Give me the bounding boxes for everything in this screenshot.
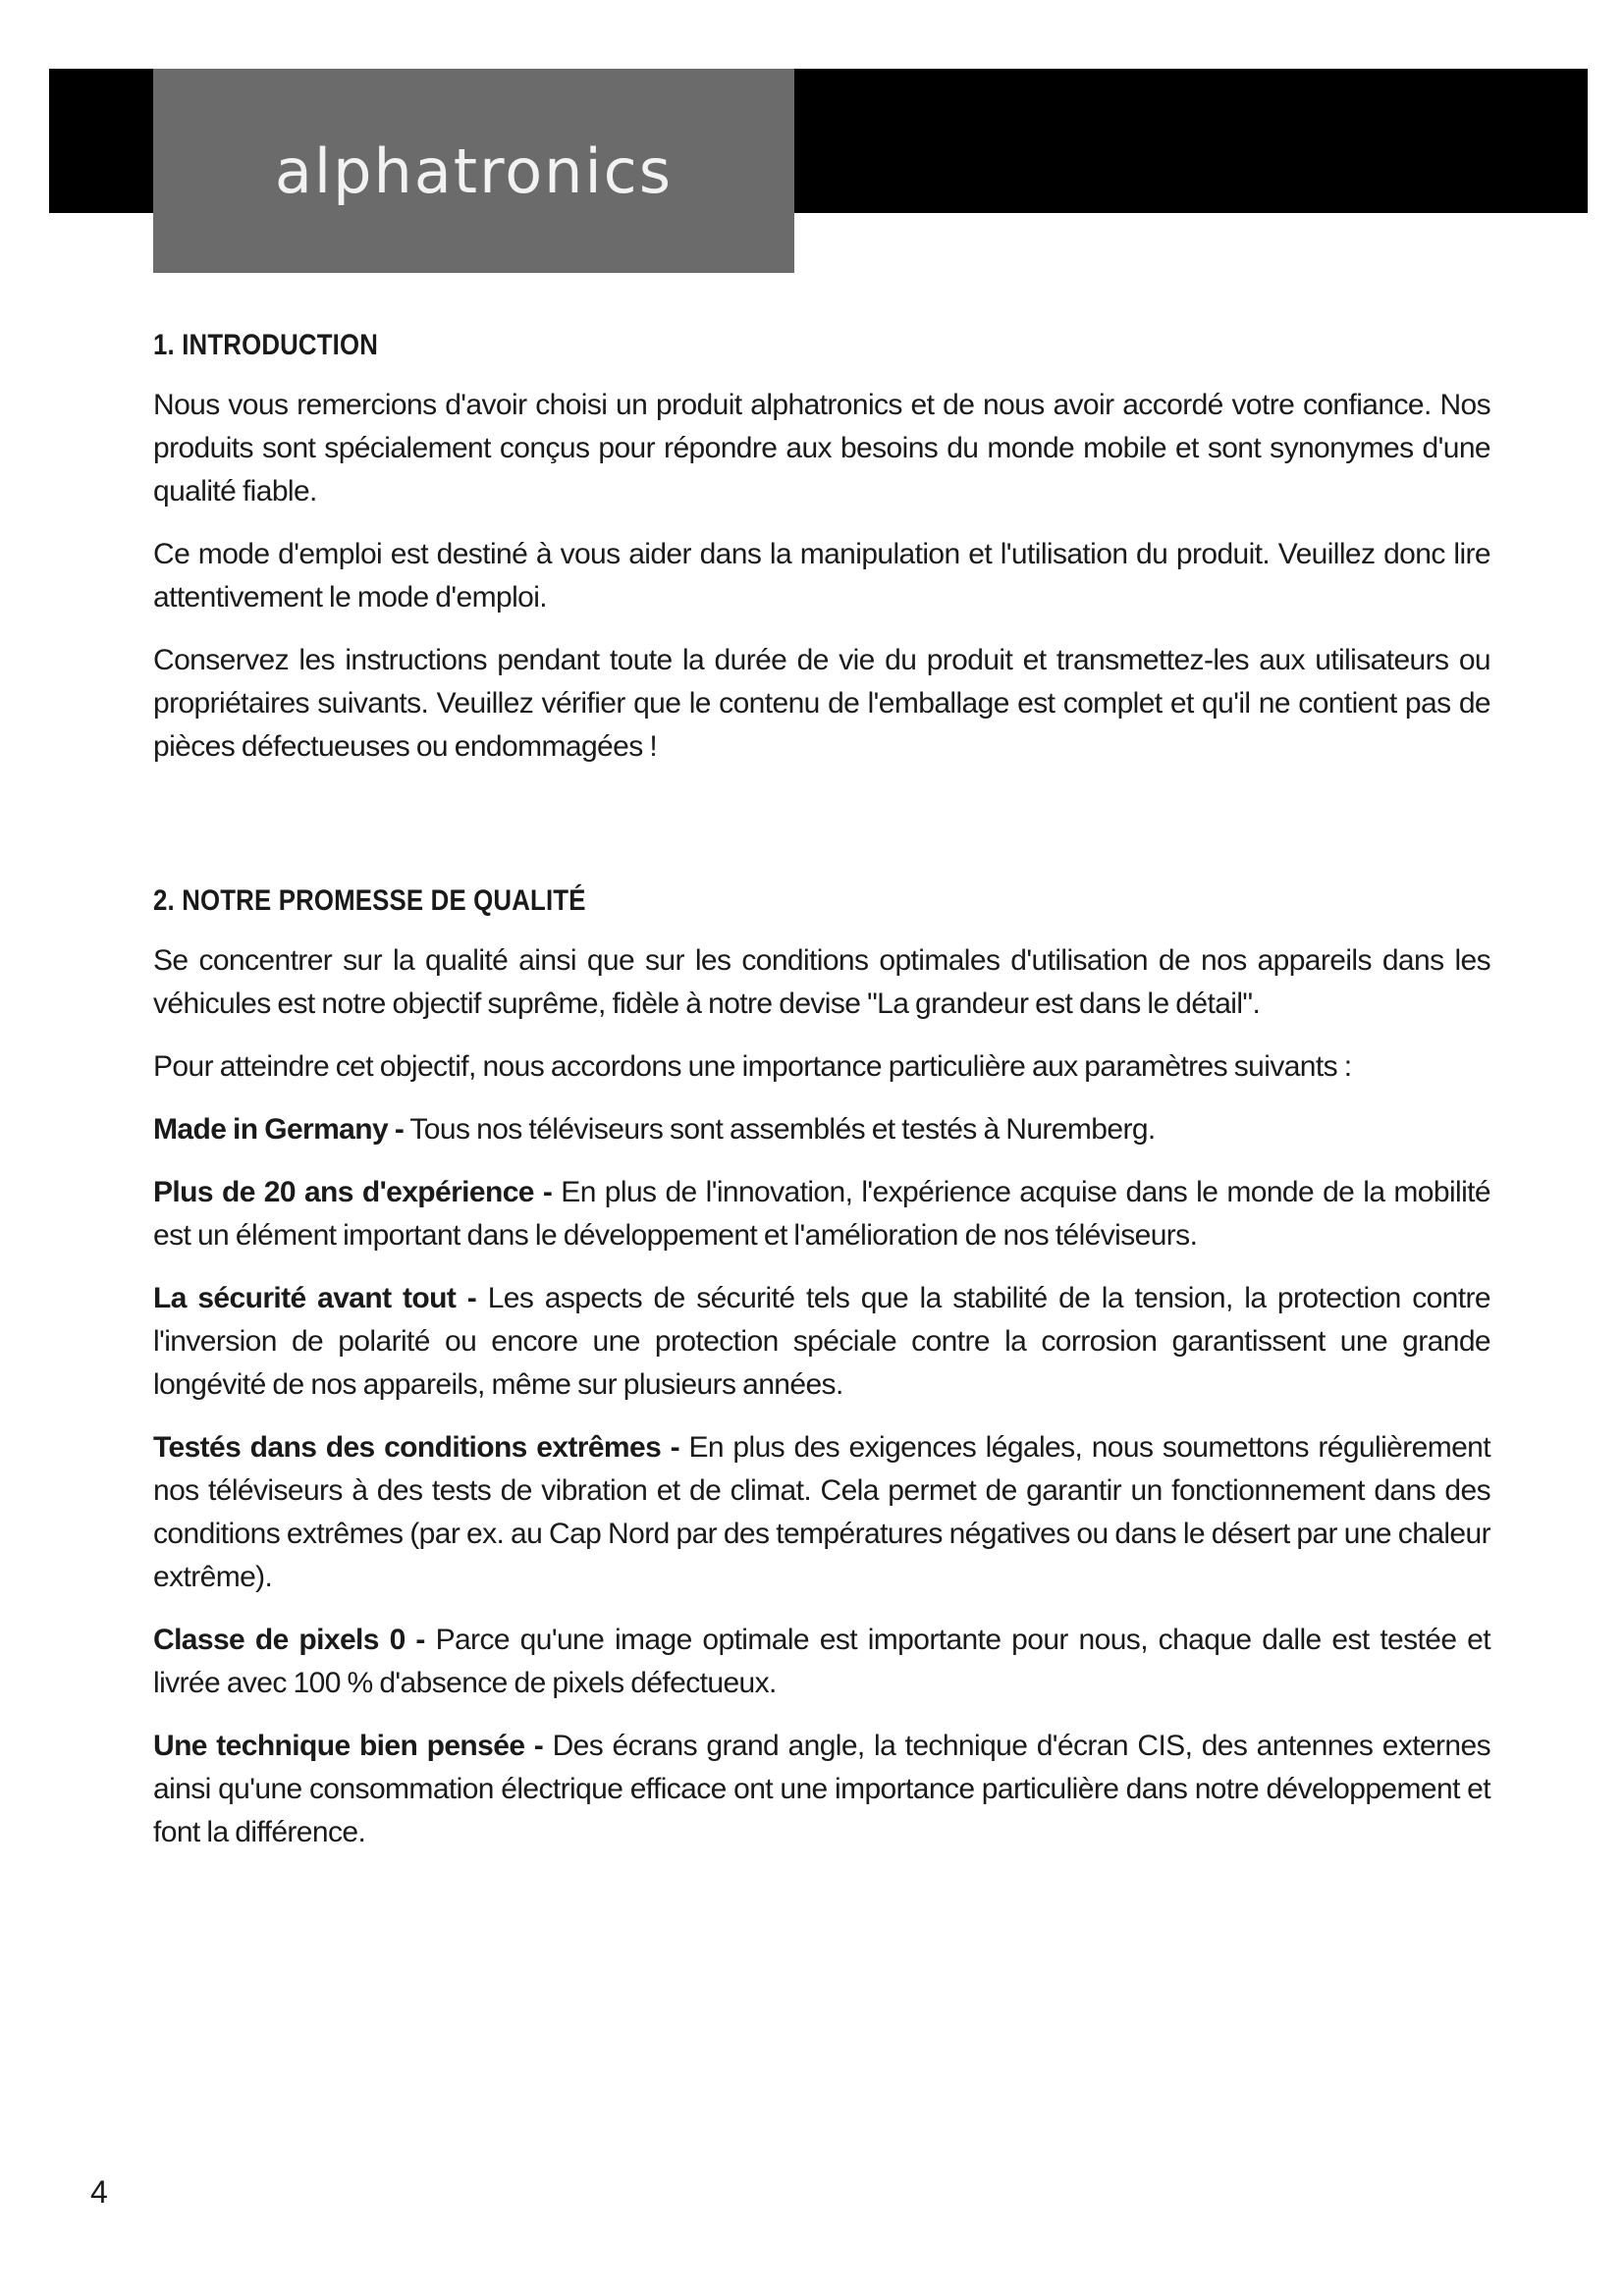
quality-item-text: Des écrans grand angle, la technique d'écran CIS, des antennes externes ainsi qu'une consommation électrique efficace ont une importance particulière dans notre développement et font la différence. [153, 1730, 1490, 1848]
quality-item [153, 1277, 1490, 1407]
document-body [153, 329, 1490, 1874]
intro-paragraph-1: Nous vous remercions d'avoir choisi un produit alphatronics et de nous avoir accordé votre confiance. Nos produits sont spécialement conçus pour répondre aux besoins du monde mobile et sont synonymes d'une qualité fiable. [153, 389, 1490, 507]
quality-paragraph-1: Se concentrer sur la qualité ainsi que sur les conditions optimales d'utilisation de nos appareils dans les véhicules est notre objectif suprême, fidèle à notre devise "La grandeur est dans le détail". [153, 944, 1490, 1020]
quality-item-label: Made in Germany - [153, 1113, 405, 1146]
quality-item-label: Testés dans des conditions extrêmes - [153, 1431, 680, 1464]
section-title-introduction: 1. INTRODUCTION [153, 329, 379, 361]
quality-item-label: Une technique bien pensée - [153, 1730, 544, 1762]
quality-item-text: Tous nos téléviseurs sont assemblés et testés à Nuremberg. [404, 1113, 1156, 1146]
quality-item-label: Plus de 20 ans d'expérience - [153, 1176, 553, 1208]
page-number: 4 [90, 2174, 108, 2210]
quality-item-text: Parce qu'une image optimale est importante pour nous, chaque dalle est testée et livrée avec 100 % d'absence de pixels défectueux. [153, 1624, 1491, 1699]
intro-paragraph-3: Conservez les instructions pendant toute la durée de vie du produit et transmettez-les aux utilisateurs ou propriétaires suivants. Veuillez vérifier que le contenu de l'emballage est complet et qu'il ne contient pas de pièces défectueuses ou endommagées ! [153, 644, 1490, 763]
quality-item [153, 1725, 1490, 1854]
quality-item [153, 1171, 1490, 1257]
quality-item-text: Les aspects de sécurité tels que la stabilité de la tension, la protection contre l'inversion de polarité ou encore une protection spéciale contre la corrosion garantissent une grande longévité de nos appareils, même sur plusieurs années. [153, 1282, 1490, 1401]
quality-item-text: En plus des exigences légales, nous soumettons régulièrement nos téléviseurs à des tests de vibration et de climat. Cela permet de garantir un fonctionnement dans des conditions extrêmes (par ex. au Cap Nord par des températures négatives ou dans le désert par une chaleur extrême). [153, 1431, 1490, 1593]
quality-item [153, 1426, 1490, 1599]
quality-item-label: La sécurité avant tout - [153, 1282, 477, 1314]
brand-logo [153, 69, 794, 273]
quality-item [153, 1108, 1490, 1151]
brand-logo-text: alphatronics [274, 134, 674, 207]
section-title-quality-promise: 2. NOTRE PROMESSE DE QUALITÉ [153, 884, 586, 917]
quality-item [153, 1619, 1490, 1705]
quality-paragraph-2: Pour atteindre cet objectif, nous accordons une importance particulière aux paramètres suivants : [153, 1050, 1352, 1083]
intro-paragraph-2: Ce mode d'emploi est destiné à vous aider dans la manipulation et l'utilisation du produit. Veuillez donc lire attentivement le mode d'emploi. [153, 538, 1490, 614]
quality-item-label: Classe de pixels 0 - [153, 1624, 425, 1656]
quality-item-text: En plus de l'innovation, l'expérience acquise dans le monde de la mobilité est un élément important dans le développement et l'amélioration de nos téléviseurs. [153, 1176, 1490, 1252]
